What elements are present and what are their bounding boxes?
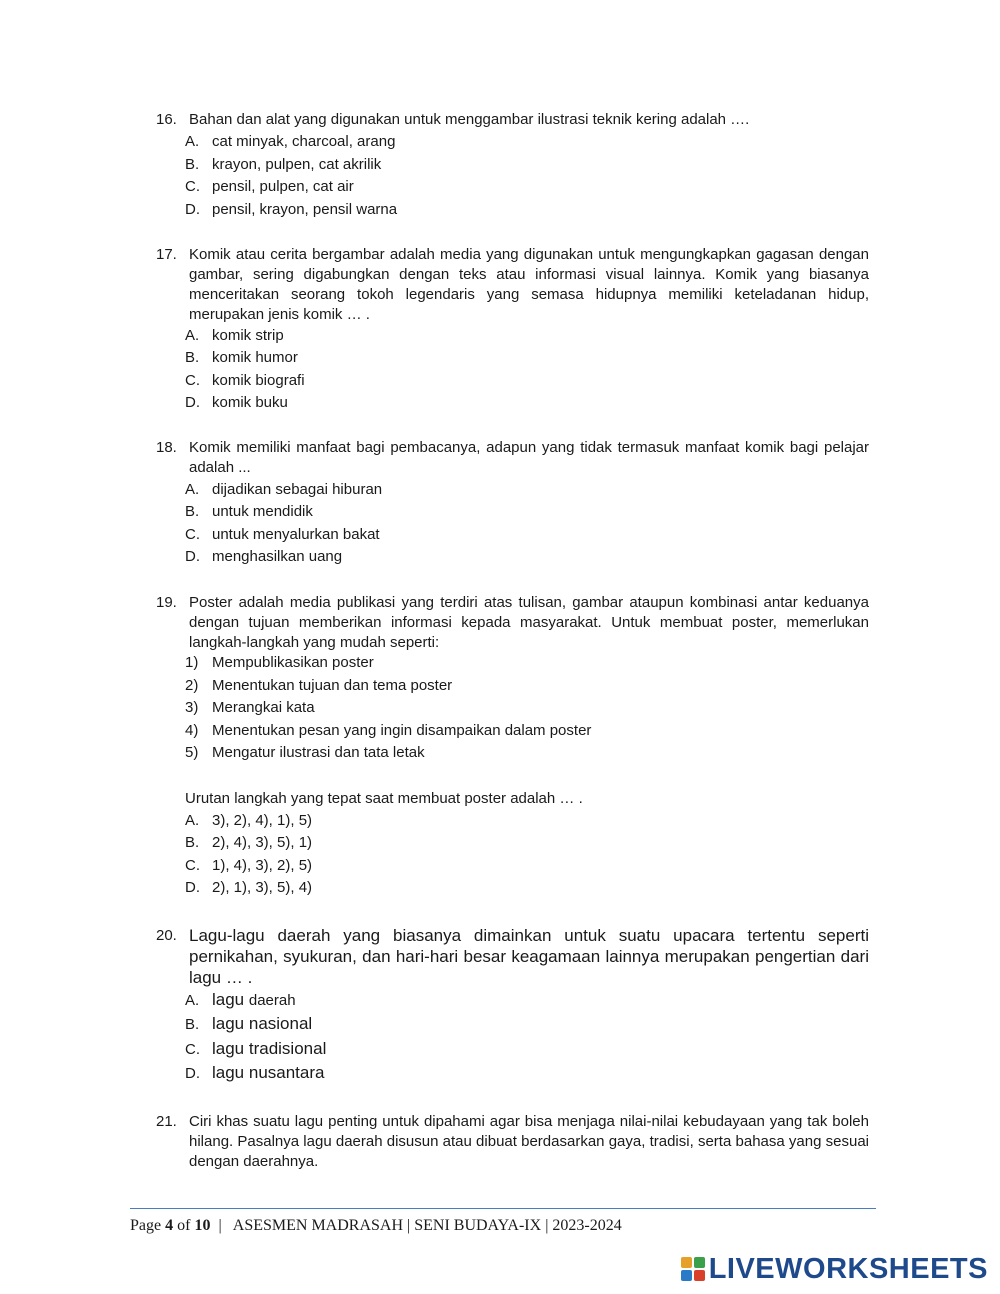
option-text: lagu tradisional — [212, 1039, 327, 1058]
question-number: 18. — [156, 439, 177, 456]
option-text: lagu — [212, 990, 245, 1009]
option-d[interactable] — [185, 1063, 324, 1084]
option-text: 2), 4), 3), 5), 1) — [212, 834, 313, 851]
option-label: C. — [185, 857, 200, 874]
step-text: Mempublikasikan poster — [212, 654, 374, 671]
option-label: C. — [185, 1041, 200, 1058]
question-number: 17. — [156, 246, 177, 263]
option-text: lagu nusantara — [212, 1063, 325, 1082]
page-current: 4 — [165, 1217, 174, 1234]
question-19 — [156, 593, 869, 896]
option-text: krayon, pulpen, cat akrilik — [212, 156, 382, 173]
liveworksheets-logo-icon — [681, 1257, 705, 1281]
option-label: A. — [185, 327, 200, 344]
step-text: Menentukan pesan yang ingin disampaikan dalam poster — [212, 722, 592, 739]
option-b[interactable] — [185, 502, 313, 522]
option-c[interactable] — [185, 371, 305, 391]
option-text: cat minyak, charcoal, arang — [212, 133, 396, 150]
option-text-small: daerah — [248, 992, 296, 1009]
step-label: 1) — [185, 654, 199, 671]
step-text: Merangkai kata — [212, 699, 315, 716]
question-17 — [156, 245, 869, 411]
option-b[interactable] — [185, 833, 312, 853]
option-label: A. — [185, 133, 200, 150]
question-text: Lagu-lagu daerah yang biasanya dimainkan untuk suatu upacara tertentu seperti pernikahan, syukuran, dan hari-hari besar keagamaan lainnya merupakan pengertian dari lagu … . — [189, 926, 869, 987]
step-label: 4) — [185, 722, 199, 739]
option-text: dijadikan sebagai hiburan — [212, 481, 383, 498]
option-label: A. — [185, 992, 200, 1009]
option-b[interactable] — [185, 155, 381, 175]
option-d[interactable] — [185, 878, 312, 898]
liveworksheets-brand[interactable] — [681, 1253, 988, 1285]
step-label: 2) — [185, 677, 199, 694]
option-d[interactable] — [185, 547, 342, 567]
question-number: 19. — [156, 594, 177, 611]
step-text: Menentukan tujuan dan tema poster — [212, 677, 453, 694]
option-label: B. — [185, 834, 200, 851]
option-label: C. — [185, 178, 200, 195]
question-text: Bahan dan alat yang digunakan untuk menggambar ilustrasi teknik kering adalah …. — [189, 111, 750, 128]
footer-divider — [130, 1208, 876, 1209]
option-text: 1), 4), 3), 2), 5) — [212, 857, 313, 874]
question-number: 16. — [156, 111, 177, 128]
question-21 — [156, 1112, 869, 1172]
option-text: komik humor — [212, 349, 298, 366]
question-16 — [156, 110, 869, 218]
question-20 — [156, 925, 869, 1082]
option-label: D. — [185, 201, 200, 218]
page-word: Page — [130, 1217, 162, 1234]
option-b[interactable] — [185, 348, 298, 368]
option-a[interactable] — [185, 990, 296, 1011]
option-label: B. — [185, 503, 200, 520]
option-label: D. — [185, 1065, 200, 1082]
question-text: Komik memiliki manfaat bagi pembacanya, adapun yang tidak termasuk manfaat komik bagi pelajar adalah ... — [189, 439, 869, 476]
step-1 — [185, 653, 374, 673]
option-label: A. — [185, 812, 200, 829]
option-label: D. — [185, 394, 200, 411]
option-a[interactable] — [185, 811, 312, 831]
option-text: komik strip — [212, 327, 284, 344]
step-2 — [185, 676, 452, 696]
question-prompt: Urutan langkah yang tepat saat membuat poster adalah … . — [185, 790, 583, 807]
question-text: Komik atau cerita bergambar adalah media yang digunakan untuk mengungkapkan gagasan dengan gambar, sering digabungkan dengan teks atau informasi visual lainnya. Komik yang biasanya menceritakan seorang tokoh legendaris yang semasa hidupnya memiliki keteladanan hidup, merupakan jenis komik … . — [189, 246, 869, 323]
option-text: 3), 2), 4), 1), 5) — [212, 812, 313, 829]
question-number: 20. — [156, 927, 177, 944]
step-5 — [185, 743, 425, 763]
brand-name: LIVEWORKSHEETS — [708, 1252, 988, 1285]
question-text: Poster adalah media publikasi yang terdiri atas tulisan, gambar ataupun kombinasi antar keduanya dengan tujuan memberikan informasi kepada masyarakat. Untuk membuat poster, memerlukan langkah-langkah yang mudah seperti: — [189, 594, 869, 651]
step-3 — [185, 698, 315, 718]
option-text: lagu nasional — [212, 1014, 313, 1033]
option-label: C. — [185, 526, 200, 543]
option-label: B. — [185, 1016, 200, 1033]
option-c[interactable] — [185, 177, 354, 197]
option-a[interactable] — [185, 326, 284, 346]
page-total: 10 — [194, 1217, 211, 1234]
option-label: A. — [185, 481, 200, 498]
option-text: komik buku — [212, 394, 288, 411]
option-label: D. — [185, 879, 200, 896]
option-text: pensil, pulpen, cat air — [212, 178, 354, 195]
option-text: komik biografi — [212, 372, 305, 389]
question-text: Ciri khas suatu lagu penting untuk dipahami agar bisa menjaga nilai-nilai kebudayaan yang tak boleh hilang. Pasalnya lagu daerah disusun atau dibuat berdasarkan gaya, tradisi, serta bahasa yang sesuai dengan daerahnya. — [189, 1113, 869, 1170]
option-text: menghasilkan uang — [212, 548, 343, 565]
step-4 — [185, 721, 591, 741]
question-18 — [156, 438, 869, 565]
option-a[interactable] — [185, 132, 395, 152]
step-label: 5) — [185, 744, 199, 761]
option-text: untuk mendidik — [212, 503, 313, 520]
option-text: untuk menyalurkan bakat — [212, 526, 380, 543]
option-c[interactable] — [185, 856, 312, 876]
option-label: D. — [185, 548, 200, 565]
option-label: C. — [185, 372, 200, 389]
option-a[interactable] — [185, 480, 382, 500]
page-footer — [130, 1217, 622, 1235]
option-d[interactable] — [185, 393, 288, 413]
option-c[interactable] — [185, 525, 380, 545]
footer-separator: | — [218, 1217, 222, 1234]
option-text: 2), 1), 3), 5), 4) — [212, 879, 313, 896]
footer-title: ASESMEN MADRASAH | SENI BUDAYA-IX | 2023-2024 — [232, 1217, 622, 1234]
option-b[interactable] — [185, 1014, 312, 1035]
step-label: 3) — [185, 699, 199, 716]
option-text: pensil, krayon, pensil warna — [212, 201, 398, 218]
option-d[interactable] — [185, 200, 397, 220]
option-label: B. — [185, 156, 200, 173]
of-word: of — [177, 1217, 191, 1234]
option-c[interactable] — [185, 1039, 326, 1060]
option-label: B. — [185, 349, 200, 366]
question-number: 21. — [156, 1113, 177, 1130]
step-text: Mengatur ilustrasi dan tata letak — [212, 744, 425, 761]
